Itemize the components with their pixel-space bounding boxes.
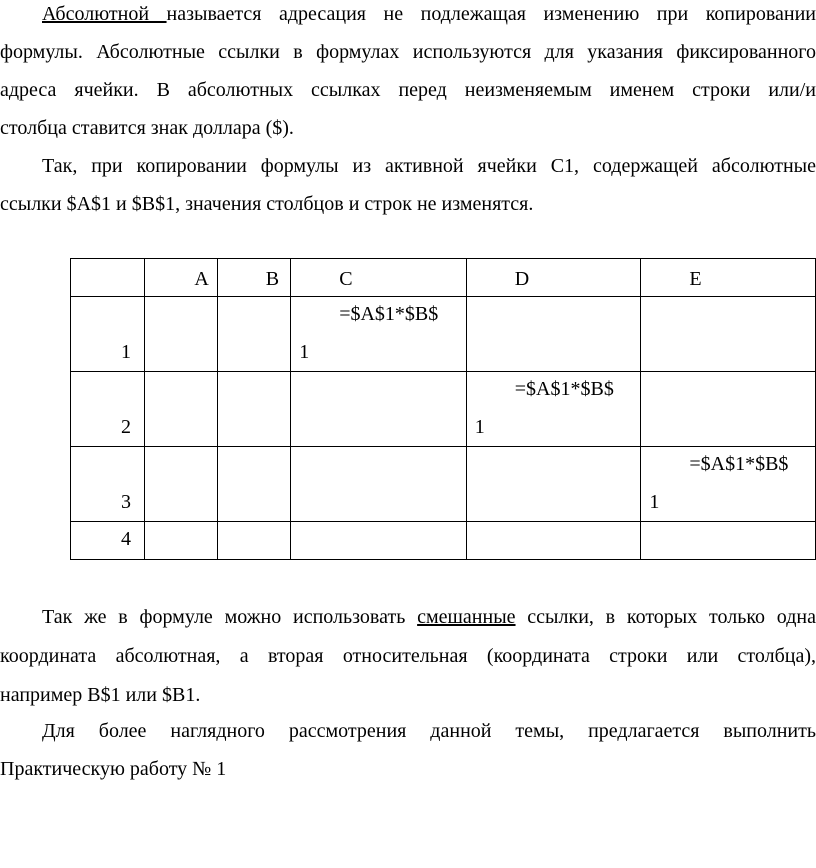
formula-text: =$A$1*$B$ xyxy=(689,453,789,475)
header-corner xyxy=(71,259,145,297)
cell-e3 xyxy=(641,447,816,522)
paragraph1-line1-rest: называется адресация не подлежащая изменению при копировании xyxy=(166,3,816,25)
cell-b2 xyxy=(217,372,290,447)
table-row xyxy=(71,297,816,372)
paragraph3-line1: Так же в формуле можно использовать смешанные ссылки, в которых только одна xyxy=(42,606,816,628)
formula-text-wrap: 1 xyxy=(474,416,485,438)
cell-b1 xyxy=(217,297,290,372)
cell-c2 xyxy=(291,372,467,447)
table-row xyxy=(71,372,816,447)
table-header-row xyxy=(71,259,816,297)
cell-d4 xyxy=(466,522,641,560)
formula-text: =$A$1*$B$ xyxy=(514,378,614,400)
cell-a1 xyxy=(145,297,217,372)
header-col-b: B xyxy=(217,259,290,297)
paragraph2-line1: Так, при копировании формулы из активной ячейки С1, содержащей абсолютные xyxy=(42,155,816,177)
cell-a3 xyxy=(145,447,217,522)
row-label-cell: 2 xyxy=(71,372,145,447)
header-col-d: D xyxy=(466,259,641,297)
cell-a2 xyxy=(145,372,217,447)
formula-text: =$A$1*$B$ xyxy=(339,303,439,325)
header-col-c: C xyxy=(291,259,467,297)
cell-c1 xyxy=(291,297,467,372)
cell-a4 xyxy=(145,522,217,560)
paragraph2-line2: ссылки $A$1 и $B$1, значения столбцов и строк не изменятся. xyxy=(0,193,534,215)
reference-table xyxy=(70,258,816,560)
paragraph1-line4: столбца ставится знак доллара ($). xyxy=(0,117,294,139)
formula-text-wrap: 1 xyxy=(649,491,660,513)
paragraph3-line3: например В$1 или $В1. xyxy=(0,684,201,706)
table-row xyxy=(71,522,816,560)
header-col-a: A xyxy=(145,259,217,297)
formula-text-wrap: 1 xyxy=(299,341,310,363)
cell-c3 xyxy=(291,447,467,522)
paragraph1-line3: адреса ячейки. В абсолютных ссылках перед неизменяемым именем строки или/и xyxy=(0,79,816,101)
paragraph4-line2: Практическую работу № 1 xyxy=(0,758,227,780)
cell-b3 xyxy=(217,447,290,522)
paragraph1-line2: формулы. Абсолютные ссылки в формулах используются для указания фиксированного xyxy=(0,41,816,63)
cell-d2 xyxy=(466,372,641,447)
paragraph1-line1 xyxy=(42,2,816,26)
row-label-cell: 3 xyxy=(71,447,145,522)
cell-e1 xyxy=(641,297,816,372)
cell-e4 xyxy=(641,522,816,560)
paragraph3-line2: координата абсолютная, а вторая относительная (координата строки или столбца), xyxy=(0,645,816,667)
cell-d3 xyxy=(466,447,641,522)
term-absolute: Абсолютной xyxy=(42,3,167,25)
cell-d1 xyxy=(466,297,641,372)
header-col-e: E xyxy=(641,259,816,297)
row-label-cell: 1 xyxy=(71,297,145,372)
row-label-cell: 4 xyxy=(71,522,145,560)
table-row xyxy=(71,447,816,522)
cell-b4 xyxy=(217,522,290,560)
term-mixed: смешанные xyxy=(417,606,516,628)
cell-c4 xyxy=(291,522,467,560)
cell-e2 xyxy=(641,372,816,447)
paragraph4-line1: Для более наглядного рассмотрения данной темы, предлагается выполнить xyxy=(42,720,816,742)
